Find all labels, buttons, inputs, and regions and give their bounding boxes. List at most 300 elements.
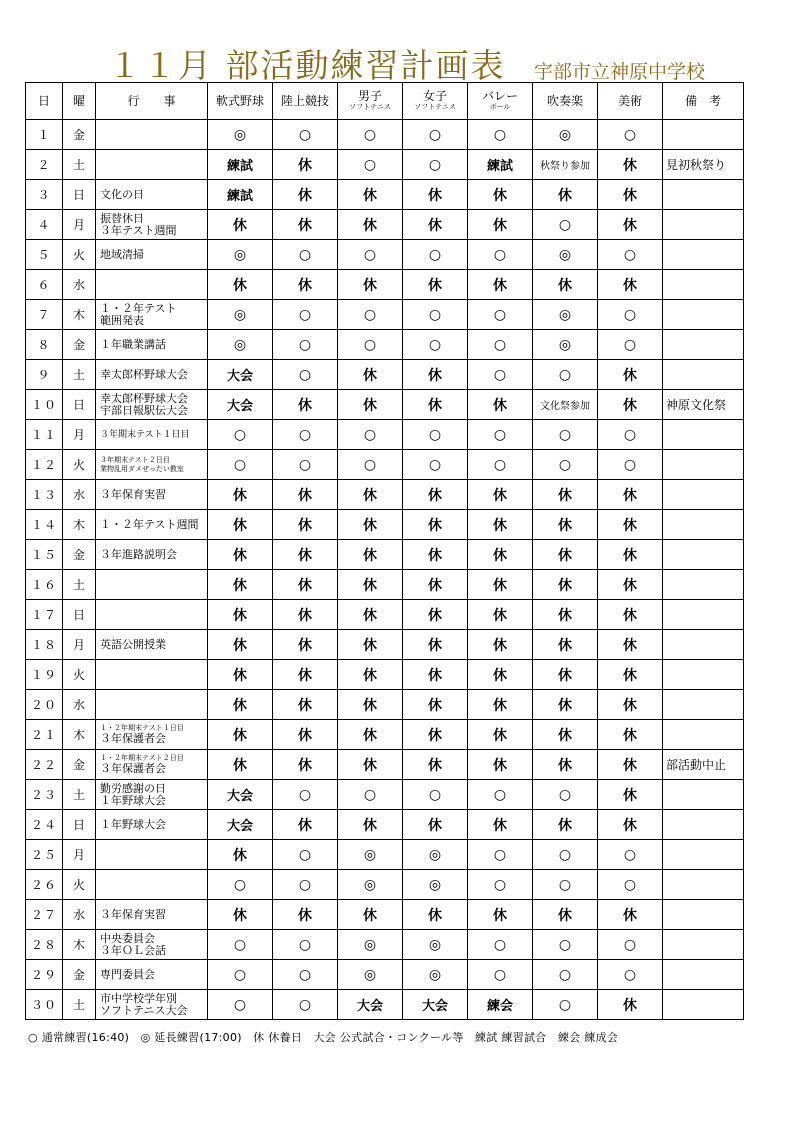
column-header: [468, 83, 533, 120]
schedule-cell: 練試: [208, 180, 273, 210]
schedule-cell: 休: [533, 690, 598, 720]
schedule-cell: ○: [273, 960, 338, 990]
day-cell: ２１: [26, 720, 63, 750]
event-cell: [96, 990, 208, 1020]
event-cell: [96, 960, 208, 990]
column-header: [338, 83, 403, 120]
column-header: [63, 83, 96, 120]
schedule-cell: 休: [338, 690, 403, 720]
schedule-cell: ○: [273, 780, 338, 810]
event-text: １年野球大会: [100, 793, 166, 807]
schedule-cell: ○: [598, 120, 663, 150]
remarks-cell: [663, 900, 744, 930]
weekday-cell: 土: [63, 150, 96, 180]
schedule-cell: 休: [208, 480, 273, 510]
schedule-cell: ◎: [338, 870, 403, 900]
schedule-cell: 休: [208, 210, 273, 240]
column-header-label: 行 事: [127, 94, 176, 108]
table-row: [26, 210, 744, 240]
schedule-cell: 休: [598, 630, 663, 660]
schedule-cell: 休: [403, 600, 468, 630]
schedule-cell: 休: [468, 900, 533, 930]
schedule-cell: 休: [533, 600, 598, 630]
schedule-cell: 休: [403, 210, 468, 240]
weekday-cell: 月: [63, 630, 96, 660]
event-cell: [96, 720, 208, 750]
event-text: 宇部日報駅伝大会: [100, 403, 188, 417]
schedule-cell: ○: [533, 930, 598, 960]
remarks-cell: [663, 690, 744, 720]
schedule-cell: 休: [338, 750, 403, 780]
schedule-cell: 休: [338, 660, 403, 690]
weekday-cell: 木: [63, 510, 96, 540]
column-header: [96, 83, 208, 120]
schedule-cell: 休: [598, 810, 663, 840]
weekday-cell: 木: [63, 720, 96, 750]
schedule-cell: 休: [403, 810, 468, 840]
schedule-cell: 秋祭り参加: [533, 150, 598, 180]
schedule-cell: ○: [273, 420, 338, 450]
event-text: ３年保護者会: [100, 762, 166, 775]
weekday-cell: 月: [63, 210, 96, 240]
schedule-cell: 休: [403, 570, 468, 600]
remarks-cell: [663, 990, 744, 1020]
schedule-cell: ◎: [533, 330, 598, 360]
schedule-cell: ○: [468, 120, 533, 150]
weekday-cell: 土: [63, 570, 96, 600]
weekday-cell: 火: [63, 450, 96, 480]
schedule-cell: ◎: [338, 930, 403, 960]
event-cell: [96, 150, 208, 180]
weekday-cell: 月: [63, 420, 96, 450]
schedule-cell: 休: [208, 270, 273, 300]
weekday-cell: 日: [63, 390, 96, 420]
table-row: [26, 960, 744, 990]
table-row: [26, 180, 744, 210]
day-cell: ３０: [26, 990, 63, 1020]
schedule-cell: 大会: [208, 780, 273, 810]
day-cell: １８: [26, 630, 63, 660]
table-row: [26, 360, 744, 390]
schedule-cell: ○: [468, 240, 533, 270]
schedule-cell: ◎: [208, 120, 273, 150]
event-text: ３年ＯＬ会話: [100, 943, 166, 957]
column-header: [533, 83, 598, 120]
table-row: [26, 870, 744, 900]
schedule-cell: 休: [533, 900, 598, 930]
event-text: ３年保護者会: [100, 732, 166, 745]
remarks-cell: [663, 570, 744, 600]
schedule-cell: 休: [338, 630, 403, 660]
table-row: [26, 750, 744, 780]
column-header-sublabel: ソフトテニス: [414, 103, 456, 111]
schedule-cell: ○: [533, 450, 598, 480]
table-row: [26, 900, 744, 930]
event-text: 市中学校学年別: [100, 991, 177, 1005]
weekday-cell: 水: [63, 480, 96, 510]
schedule-cell: 練会: [468, 990, 533, 1020]
remarks-cell: [663, 960, 744, 990]
schedule-cell: 大会: [403, 990, 468, 1020]
schedule-cell: ○: [208, 930, 273, 960]
day-cell: １６: [26, 570, 63, 600]
schedule-cell: 休: [533, 510, 598, 540]
schedule-cell: 休: [468, 600, 533, 630]
schedule-cell: 休: [273, 570, 338, 600]
day-cell: ２８: [26, 930, 63, 960]
schedule-cell: 休: [598, 570, 663, 600]
schedule-cell: ◎: [403, 930, 468, 960]
day-cell: １９: [26, 660, 63, 690]
schedule-cell: ○: [338, 300, 403, 330]
event-text: １年職業講話: [100, 337, 166, 351]
day-cell: ２９: [26, 960, 63, 990]
day-cell: ８: [26, 330, 63, 360]
column-header: [598, 83, 663, 120]
weekday-cell: 水: [63, 270, 96, 300]
event-text: ３年保育実習: [100, 487, 166, 501]
schedule-cell: ○: [338, 420, 403, 450]
event-cell: [96, 630, 208, 660]
event-text: ソフトテニス大会: [100, 1003, 188, 1017]
schedule-cell: 休: [208, 840, 273, 870]
weekday-cell: 火: [63, 870, 96, 900]
weekday-cell: 金: [63, 750, 96, 780]
remarks-cell: 部活動中止: [663, 750, 744, 780]
schedule-cell: ◎: [208, 300, 273, 330]
event-text: 業物乱用ダメぜったい教室: [100, 464, 184, 473]
schedule-cell: ○: [273, 450, 338, 480]
schedule-cell: 休: [403, 720, 468, 750]
table-row: [26, 300, 744, 330]
schedule-cell: ○: [403, 240, 468, 270]
schedule-cell: 休: [468, 390, 533, 420]
remarks-cell: [663, 540, 744, 570]
schedule-cell: 休: [468, 630, 533, 660]
schedule-cell: 休: [403, 480, 468, 510]
schedule-cell: 練試: [208, 150, 273, 180]
remarks-cell: [663, 780, 744, 810]
event-text: 幸太郎杯野球大会: [100, 391, 188, 405]
event-text: 幸太郎杯野球大会: [100, 367, 188, 381]
schedule-cell: 休: [403, 900, 468, 930]
schedule-cell: ○: [468, 420, 533, 450]
remarks-cell: [663, 660, 744, 690]
schedule-cell: ○: [533, 420, 598, 450]
schedule-cell: 休: [533, 570, 598, 600]
schedule-cell: ○: [533, 960, 598, 990]
schedule-cell: 休: [338, 390, 403, 420]
schedule-cell: ◎: [208, 330, 273, 360]
weekday-cell: 月: [63, 840, 96, 870]
schedule-cell: 休: [403, 390, 468, 420]
schedule-cell: 休: [273, 750, 338, 780]
table-row: [26, 240, 744, 270]
schedule-cell: 休: [273, 600, 338, 630]
schedule-cell: 休: [273, 540, 338, 570]
schedule-cell: 休: [598, 360, 663, 390]
schedule-cell: ○: [468, 330, 533, 360]
event-cell: [96, 660, 208, 690]
schedule-cell: 休: [338, 270, 403, 300]
schedule-cell: ◎: [338, 960, 403, 990]
schedule-cell: 休: [338, 510, 403, 540]
event-cell: [96, 420, 208, 450]
schedule-cell: 休: [338, 180, 403, 210]
schedule-cell: 休: [273, 210, 338, 240]
schedule-cell: 休: [208, 570, 273, 600]
schedule-cell: 休: [598, 390, 663, 420]
remarks-cell: [663, 360, 744, 390]
column-header-label: 美術: [617, 94, 642, 108]
legend: ○ 通常練習(16:40) ◎ 延長練習(17:00) 休 休養日 大会 公式試合・コンクール等 練試 練習試合 練会 練成会: [28, 1031, 619, 1044]
event-text: １・２年期末テスト２日目: [100, 754, 184, 762]
schedule-cell: ○: [468, 960, 533, 990]
schedule-cell: 休: [403, 660, 468, 690]
schedule-cell: 休: [533, 810, 598, 840]
schedule-cell: ○: [598, 840, 663, 870]
schedule-cell: 休: [468, 210, 533, 240]
schedule-cell: 休: [598, 720, 663, 750]
schedule-cell: ○: [468, 870, 533, 900]
schedule-cell: ○: [338, 330, 403, 360]
table-row: [26, 330, 744, 360]
event-text: 地域清掃: [100, 247, 144, 261]
schedule-cell: 休: [533, 180, 598, 210]
schedule-cell: 休: [208, 750, 273, 780]
day-cell: ２２: [26, 750, 63, 780]
event-cell: [96, 390, 208, 420]
event-cell: [96, 180, 208, 210]
schedule-cell: 休: [598, 600, 663, 630]
event-cell: [96, 810, 208, 840]
event-text: ３年テスト週間: [100, 223, 177, 237]
schedule-cell: 休: [598, 750, 663, 780]
column-header-label: 備 考: [684, 94, 721, 108]
schedule-cell: 休: [403, 630, 468, 660]
column-header-label: 日: [37, 94, 50, 108]
schedule-cell: 休: [208, 540, 273, 570]
remarks-cell: [663, 120, 744, 150]
column-header: [273, 83, 338, 120]
schedule-cell: 休: [208, 510, 273, 540]
event-text: 振替休日: [100, 211, 144, 225]
schedule-cell: 休: [598, 480, 663, 510]
schedule-cell: ○: [338, 780, 403, 810]
remarks-cell: [663, 870, 744, 900]
remarks-cell: [663, 630, 744, 660]
column-header-sublabel: ボール: [489, 103, 511, 111]
table-row: [26, 630, 744, 660]
schedule-cell: ○: [598, 450, 663, 480]
schedule-cell: ○: [533, 360, 598, 390]
header-row: [26, 83, 744, 120]
day-cell: １３: [26, 480, 63, 510]
schedule-cell: ○: [468, 360, 533, 390]
practice-schedule-table: [25, 82, 744, 1020]
weekday-cell: 水: [63, 900, 96, 930]
table-row: [26, 480, 744, 510]
column-header-label: 女子: [422, 89, 447, 103]
remarks-cell: [663, 600, 744, 630]
remarks-cell: [663, 330, 744, 360]
schedule-cell: 休: [533, 480, 598, 510]
schedule-cell: ○: [533, 870, 598, 900]
schedule-cell: 休: [533, 720, 598, 750]
schedule-cell: 休: [208, 600, 273, 630]
event-cell: [96, 900, 208, 930]
schedule-cell: ◎: [533, 120, 598, 150]
event-cell: [96, 930, 208, 960]
day-cell: ２５: [26, 840, 63, 870]
schedule-cell: ○: [208, 960, 273, 990]
event-text: 英語公開授業: [100, 637, 166, 651]
schedule-cell: 休: [403, 270, 468, 300]
event-cell: [96, 510, 208, 540]
event-text: １・２年テスト: [100, 301, 177, 315]
weekday-cell: 金: [63, 540, 96, 570]
day-cell: ６: [26, 270, 63, 300]
column-header-label: 陸上競技: [280, 94, 329, 108]
event-text: ３年期末テスト２日目: [100, 455, 170, 464]
schedule-cell: ◎: [533, 300, 598, 330]
schedule-cell: 休: [338, 600, 403, 630]
day-cell: ２: [26, 150, 63, 180]
day-cell: ２３: [26, 780, 63, 810]
schedule-cell: 休: [533, 750, 598, 780]
schedule-cell: ○: [273, 120, 338, 150]
schedule-cell: ○: [273, 930, 338, 960]
schedule-cell: 休: [533, 630, 598, 660]
schedule-cell: ◎: [338, 840, 403, 870]
schedule-cell: ○: [273, 840, 338, 870]
schedule-cell: ○: [273, 870, 338, 900]
schedule-cell: ○: [468, 300, 533, 330]
day-cell: ２７: [26, 900, 63, 930]
schedule-cell: 休: [273, 390, 338, 420]
schedule-cell: 休: [403, 180, 468, 210]
event-text: 範囲発表: [100, 313, 144, 327]
schedule-cell: ○: [533, 210, 598, 240]
table-row: [26, 930, 744, 960]
schedule-cell: ○: [533, 990, 598, 1020]
remarks-cell: 見初秋祭り: [663, 150, 744, 180]
event-cell: [96, 840, 208, 870]
schedule-cell: ○: [468, 930, 533, 960]
table-row: [26, 150, 744, 180]
remarks-cell: [663, 300, 744, 330]
event-text: １・２年期末テスト１日目: [100, 724, 184, 732]
column-header: [403, 83, 468, 120]
schedule-cell: 休: [468, 810, 533, 840]
day-cell: １１: [26, 420, 63, 450]
remarks-cell: [663, 840, 744, 870]
schedule-cell: ○: [338, 150, 403, 180]
day-cell: １: [26, 120, 63, 150]
schedule-cell: 休: [273, 720, 338, 750]
schedule-cell: ○: [403, 780, 468, 810]
schedule-cell: 文化祭参加: [533, 390, 598, 420]
schedule-cell: 休: [403, 750, 468, 780]
schedule-cell: 休: [208, 720, 273, 750]
table-row: [26, 390, 744, 420]
event-text: ３年保育実習: [100, 907, 166, 921]
schedule-cell: 休: [403, 690, 468, 720]
column-header: [663, 83, 744, 120]
event-cell: [96, 360, 208, 390]
schedule-cell: 休: [338, 360, 403, 390]
schedule-cell: ○: [273, 330, 338, 360]
schedule-cell: ◎: [403, 870, 468, 900]
event-cell: [96, 870, 208, 900]
schedule-cell: 休: [468, 540, 533, 570]
day-cell: ９: [26, 360, 63, 390]
schedule-cell: 休: [208, 630, 273, 660]
table-row: [26, 690, 744, 720]
event-cell: [96, 570, 208, 600]
schedule-cell: 休: [273, 180, 338, 210]
remarks-cell: [663, 720, 744, 750]
schedule-cell: 休: [338, 540, 403, 570]
event-cell: [96, 330, 208, 360]
weekday-cell: 日: [63, 180, 96, 210]
column-header-label: 吹奏楽: [546, 94, 583, 108]
event-text: ３年期末テスト１日目: [100, 429, 190, 440]
remarks-cell: [663, 450, 744, 480]
event-text: 勤労感謝の日: [100, 781, 166, 795]
schedule-cell: 休: [273, 660, 338, 690]
day-cell: ４: [26, 210, 63, 240]
column-header-label: 男子: [357, 89, 382, 103]
schedule-cell: 休: [208, 690, 273, 720]
event-cell: [96, 120, 208, 150]
remarks-cell: [663, 930, 744, 960]
table-row: [26, 720, 744, 750]
schedule-cell: 休: [598, 900, 663, 930]
schedule-cell: ○: [598, 870, 663, 900]
remarks-cell: [663, 270, 744, 300]
schedule-cell: 休: [533, 660, 598, 690]
page-title: １１月 部活動練習計画表: [108, 46, 506, 85]
weekday-cell: 木: [63, 930, 96, 960]
weekday-cell: 火: [63, 660, 96, 690]
schedule-cell: 休: [273, 510, 338, 540]
remarks-cell: [663, 510, 744, 540]
event-text: 専門委員会: [100, 967, 155, 981]
schedule-cell: 休: [273, 480, 338, 510]
table-row: [26, 660, 744, 690]
weekday-cell: 土: [63, 780, 96, 810]
school-name: 宇部市立神原中学校: [534, 61, 706, 83]
schedule-cell: 休: [598, 210, 663, 240]
event-cell: [96, 450, 208, 480]
schedule-cell: 休: [468, 750, 533, 780]
schedule-cell: 休: [403, 510, 468, 540]
schedule-cell: 休: [598, 510, 663, 540]
schedule-cell: ◎: [533, 240, 598, 270]
schedule-cell: 休: [468, 720, 533, 750]
schedule-cell: ○: [468, 840, 533, 870]
schedule-cell: 休: [598, 990, 663, 1020]
weekday-cell: 木: [63, 300, 96, 330]
schedule-cell: ○: [403, 300, 468, 330]
remarks-cell: [663, 810, 744, 840]
column-header-label: 軟式野球: [215, 94, 264, 108]
day-cell: ２６: [26, 870, 63, 900]
schedule-cell: 大会: [208, 810, 273, 840]
schedule-cell: ◎: [403, 840, 468, 870]
schedule-cell: 休: [273, 630, 338, 660]
